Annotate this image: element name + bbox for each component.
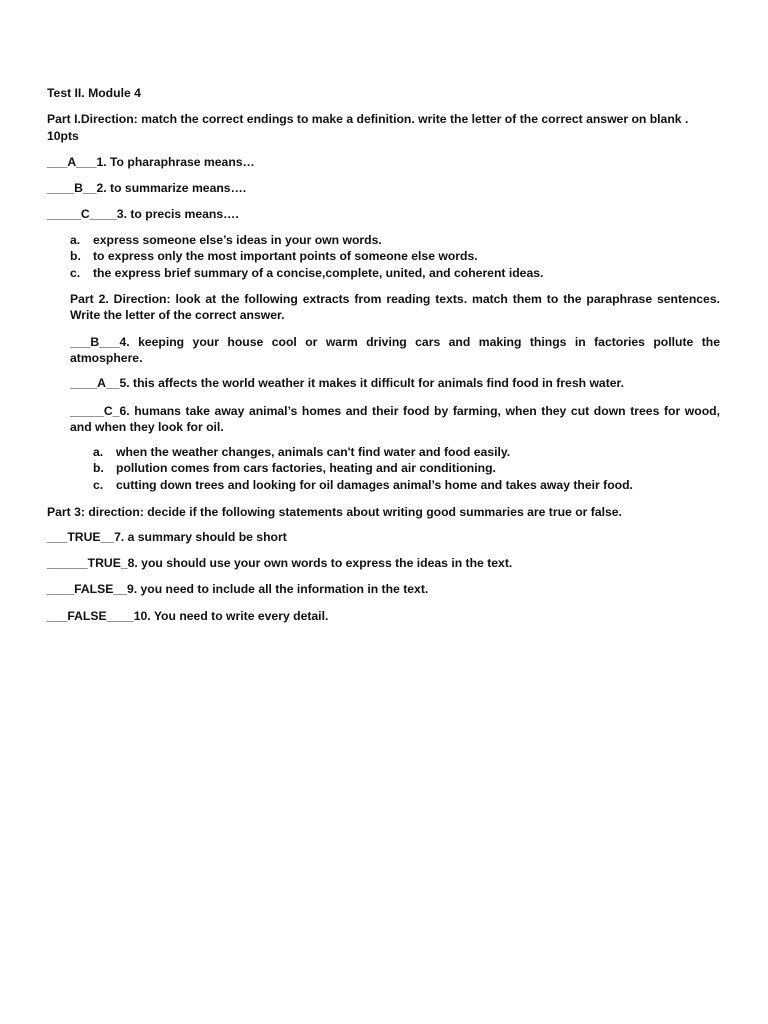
choice-marker: b. — [93, 461, 104, 475]
question-8: ______TRUE_8. you should use your own words to express the ideas in the text. — [47, 556, 513, 570]
part3-direction: Part 3: direction: decide if the following statements about writing good summaries are true or false. — [47, 505, 622, 519]
part2-direction: Part 2. Direction: look at the following extracts from reading texts. match them to the paraphrase sentences. Write the letter of the correct answer. — [70, 292, 720, 322]
part1-points: 10pts — [47, 129, 79, 143]
question-2: ____B__2. to summarize means…. — [47, 181, 247, 195]
question-6: _____C_6. humans take away animal’s homes and their food by farming, when they cut down trees for wood, and when they look for oil. — [70, 404, 720, 434]
choice-text: cutting down trees and looking for oil damages animal’s home and takes away their food. — [116, 478, 633, 492]
question-3: _____C____3. to precis means…. — [47, 207, 239, 221]
choice-marker: c. — [70, 266, 81, 280]
question-10: ___FALSE____10. You need to write every detail. — [47, 609, 329, 623]
question-5: ____A__5. this affects the world weather it makes it difficult for animals find food in fresh water. — [70, 376, 624, 390]
question-1: ___A___1. To pharaphrase means… — [47, 155, 255, 169]
choice-text: pollution comes from cars factories, heating and air conditioning. — [116, 461, 496, 475]
choice-marker: c. — [93, 478, 104, 492]
choice-marker: a. — [70, 233, 81, 247]
question-4: ___B___4. keeping your house cool or warm driving cars and making things in factories pollute the atmosphere. — [70, 335, 720, 365]
choice-marker: b. — [70, 249, 81, 263]
choice-text: to express only the most important points of someone else words. — [93, 249, 478, 263]
question-7: ___TRUE__7. a summary should be short — [47, 530, 287, 544]
part1-direction: Part I.Direction: match the correct endings to make a definition. write the letter of the correct answer on blank . — [47, 112, 689, 126]
test-title: Test II. Module 4 — [47, 86, 141, 100]
choice-text: the express brief summary of a concise,complete, united, and coherent ideas. — [93, 266, 544, 280]
choice-text: express someone else’s ideas in your own words. — [93, 233, 382, 247]
choice-text: when the weather changes, animals can't find water and food easily. — [116, 445, 511, 459]
choice-marker: a. — [93, 445, 104, 459]
question-9: ____FALSE__9. you need to include all the information in the text. — [47, 582, 429, 596]
